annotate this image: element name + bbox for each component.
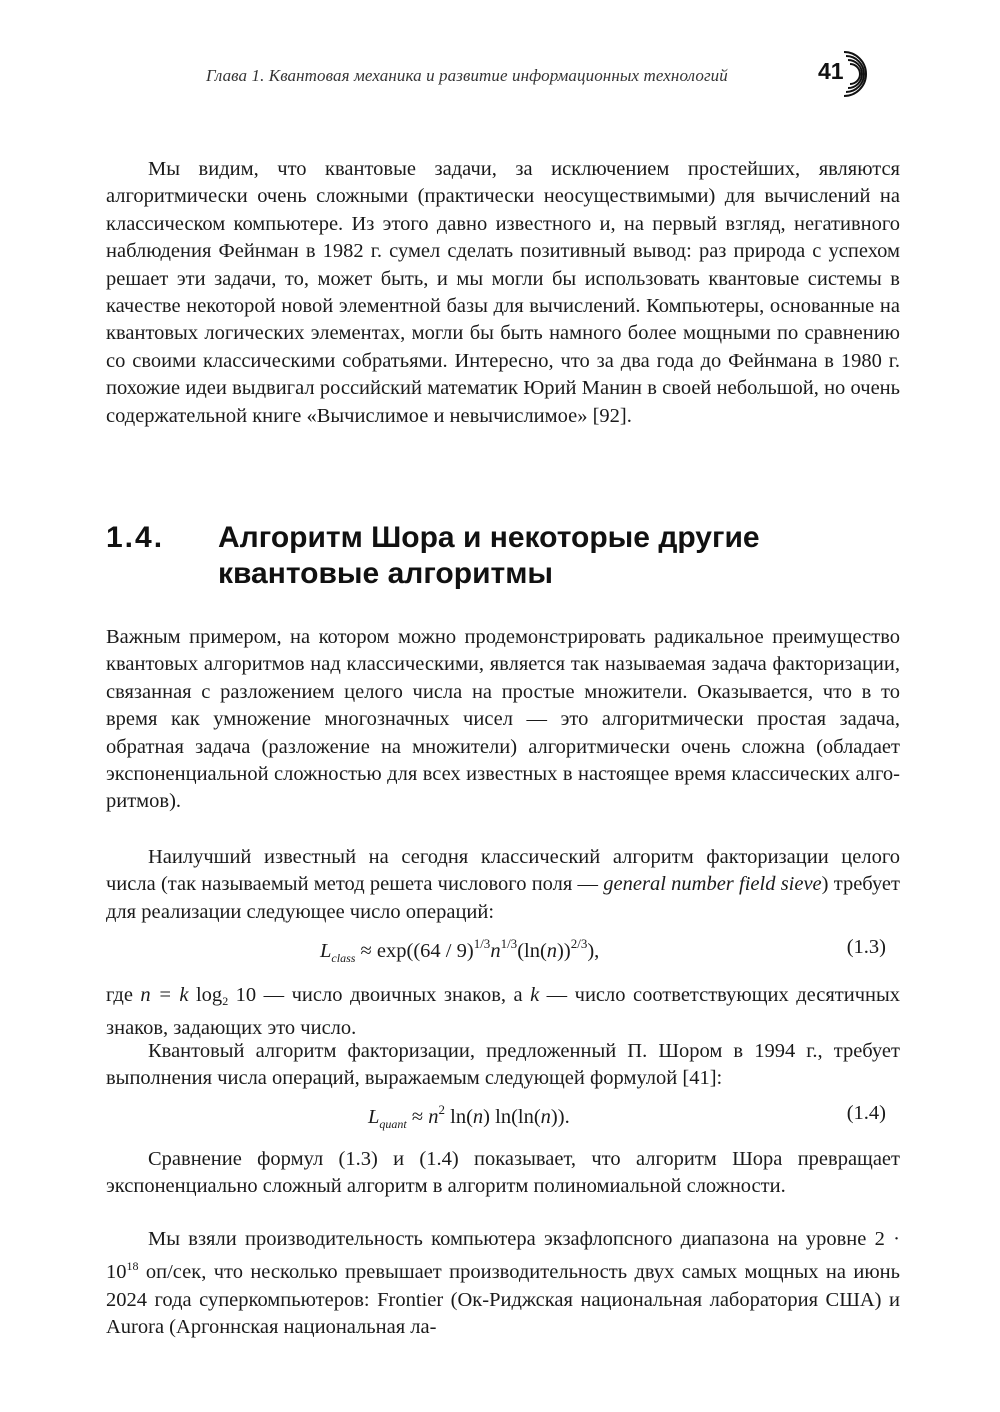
formula-symbol: L — [368, 1106, 380, 1128]
inline-math: log — [188, 984, 223, 1006]
formula-part: )). — [550, 1106, 570, 1128]
formula-exponent: 2/3 — [570, 936, 588, 951]
paragraph-text: Квантовый алгоритм факторизации, предложенный П. Шором в 1994 г., требует выполнения числа операций, выражаемым следующей формулой [41]: — [106, 1040, 900, 1090]
inline-math: n = k — [140, 984, 189, 1006]
paragraph-text — [106, 1226, 900, 1342]
text-span: — число двоичных знаков, а — [256, 984, 531, 1006]
text-span: где — [106, 984, 141, 1006]
paragraph-factorization — [106, 624, 900, 816]
formula-part: ), — [587, 940, 600, 962]
formula-part: ≈ — [406, 1106, 429, 1128]
formula-symbol: L — [320, 940, 332, 962]
formula-subscript: class — [331, 951, 356, 965]
formula-symbol: n — [490, 940, 501, 962]
text-span: — число соответствующих десятичных знаков, задающих это число. — [106, 984, 901, 1040]
paragraph-text — [106, 982, 900, 1043]
equation-number: (1.4) — [846, 1102, 886, 1124]
formula-expression — [368, 1102, 570, 1132]
formula-symbol: n — [540, 1106, 551, 1128]
formula-exponent: 2 — [438, 1102, 446, 1117]
equation-number: (1.3) — [846, 936, 886, 958]
formula-part: ) ln(ln( — [483, 1106, 541, 1128]
paragraph-classical-algorithm — [106, 844, 900, 926]
formula-part: )) — [557, 940, 571, 962]
paragraph-comparison — [106, 1146, 900, 1201]
formula-symbol: n — [428, 1106, 439, 1128]
paragraph-performance — [106, 1226, 900, 1342]
section-number: 1.4. — [106, 521, 165, 554]
section-title: Алгоритм Шора и некоторые другие квантовые алгоритмы — [218, 521, 760, 590]
text-span: ) требует для реализации следующее число операций: — [106, 873, 900, 923]
formula-symbol: n — [472, 1106, 484, 1128]
paragraph-text: Мы видим, что квантовые задачи, за исключением простейших, являются алгоритмически очень сложными (практически неосуществимыми) для вычислений на классическом компьютере. Из этого давно известного и, на первый взгляд, негативного наблюдения Фейнман в 1982 г. сумел сделать позитивный вывод: раз природа с успехом решает эти задачи, то, может быть, и мы могли бы использовать квантовые системы в качестве некоторой новой элементной базы для вычислений. Компьютеры, основанные на квантовых логических элементах, могли бы быть намного более мощными по сравнению со своими классическими собратьями. Интересно, что за два года до Фейнмана в 1980 г. похожие идеи выдвигал российский математик Юрий Манин в своей небольшой, но очень содержательной книге «Вычислимое и невычислимое» [92]. — [106, 158, 900, 427]
paragraph-text: Сравнение формул (1.3) и (1.4) показывает, что алгоритм Шора превращает экспоненциально сложный алгоритм в алгоритм полиномиальной сложности. — [106, 1148, 900, 1198]
inline-math: 10 — [228, 984, 257, 1006]
text-span: Мы взяли производительность компьютера экзафлопсного диапазона на уровне 2 · 10 — [106, 1228, 900, 1284]
formula-1-3 — [106, 936, 900, 970]
formula-subscript: quant — [379, 1117, 407, 1131]
text-span: оп/сек, что несколько превышает производительность двух самых мощных на июнь 2024 года суперкомпьютеров: Frontier (Ок-Риджская национальная лаборатория США) и Aurora (Аргоннская национальная ла- — [106, 1261, 900, 1339]
formula-part: ln( — [445, 1106, 473, 1128]
paragraph-formula-explanation — [106, 982, 900, 1043]
page-number: 41 — [818, 58, 844, 84]
paragraph-text — [106, 844, 900, 926]
formula-symbol: n — [546, 940, 558, 962]
italic-term: general number field sieve — [603, 873, 822, 896]
formula-part: (ln( — [517, 940, 547, 962]
formula-1-4 — [106, 1102, 900, 1136]
formula-expression — [320, 936, 599, 966]
paragraph-text: Важным примером, на котором можно продемонстрировать радикальное преимущество квантовых алгоритмов над классическими, является так называемая задача факторизации, связанная с разложением целого числа на простые множители. Оказывается, что в то время как умножение многозначных чисел — это алгоритмически простая задача, обратная задача (разложение на множители) алгоритмически очень сложна (обладает экспоненциальной сложностью для всех известных в настоящее время классических алгоритмов). — [106, 626, 900, 813]
formula-part: ≈ exp((64 / 9) — [355, 940, 474, 962]
text-span: Наилучший известный на сегодня классический алгоритм факторизации целого числа (так называемый метод решета числового поля — — [106, 846, 900, 896]
exponent: 18 — [126, 1259, 139, 1274]
formula-exponent: 1/3 — [473, 936, 491, 951]
running-head: Глава 1. Квантовая механика и развитие информационных технологий — [206, 66, 728, 85]
inline-math: k — [530, 984, 540, 1006]
paragraph-intro — [106, 156, 900, 430]
formula-exponent: 1/3 — [500, 936, 518, 951]
page-number-badge — [814, 46, 874, 106]
paragraph-shor-algorithm — [106, 1038, 900, 1093]
inline-math-subscript: 2 — [222, 994, 229, 1008]
